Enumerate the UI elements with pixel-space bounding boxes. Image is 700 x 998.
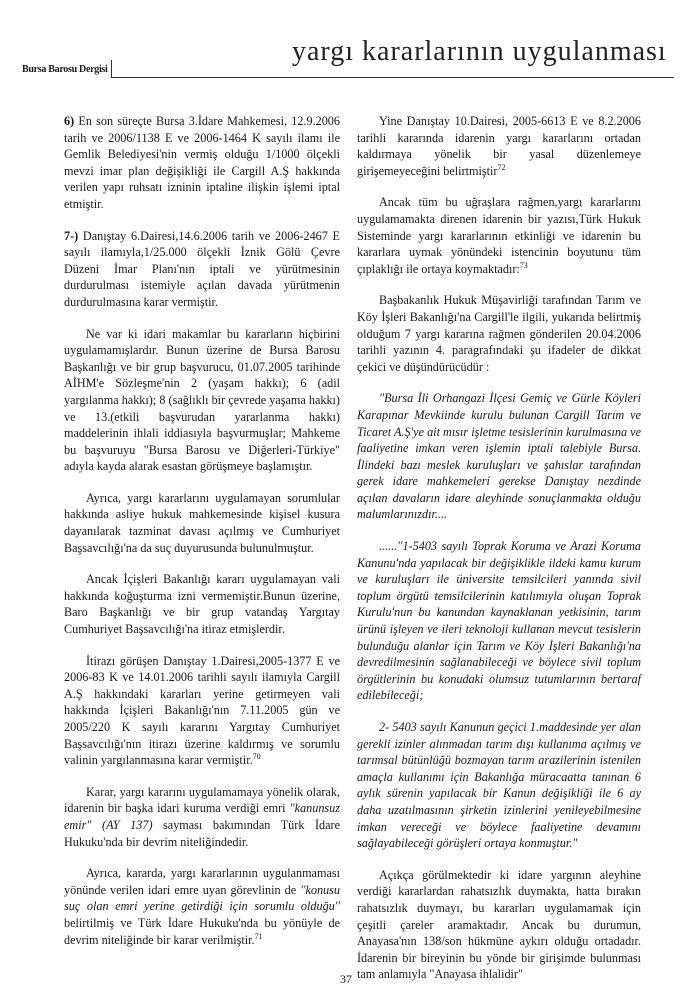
italic-quote: "kanunsuz emir" (AY 137): [64, 801, 340, 832]
paragraph: [64, 653, 340, 769]
paragraph-text: Danıştay 6.Dairesi,14.6.2006 tarih ve 2006-2467 E sayılı ilamıyla,1/25.000 ölçekli İznik Gölü Çevre Düzeni İmar Planı'nın iptali ve yürütmesinin durdurulması istemiyle açılan davada yürütmenin durdurulmasına karar vermiştir.: [64, 228, 340, 309]
paragraph-text: En son süreçte Bursa 3.İdare Mahkemesi, 12.9.2006 tarih ve 2006/1138 E ve 2006-1464 K sayılı ilamı ile Gemlik Belediyesi'nin vermiş olduğu 1/1000 ölçekli mevzi imar plan değişikliği ile Cargill A.Ş hakkında verilen yapı ruhsatı izninin iptaline ilişkin işlemi iptal etmiştir.: [64, 114, 340, 211]
paragraph: Başbakanlık Hukuk Müşavirliği tarafından Tarım ve Köy İşleri Bakanlığı'na Cargill'le ilgili, yukarıda belirtmiş olduğum 7 yargı kararına rağmen gönderilen 20.04.2006 tarihli yazının 4. paragrafındaki şu ifadeler de dikkat çekici ve düşündürücüdür :: [357, 293, 641, 374]
journal-name: Bursa Barosu Dergisi: [22, 64, 108, 75]
header-vertical-rule: [111, 60, 112, 78]
paragraph-text: İtirazı görüşen Danıştay 1.Dairesi,2005-1377 E ve 2006-83 K ve 14.01.2006 tarihli sayılı ilamıyla Cargill A.Ş hakkındaki kararları yerine getirmeyen vali hakkında İçişleri Bakanlığı'nın 7.11.2005 gün ve 2005/220 K sayılı kararını Yargıtay Cumhuriyet Başsavcılığı'nın itirazı üzerine kaldırmış ve sorumlu valinin yargılanmasına karar vermiştir.: [64, 653, 340, 768]
page-header: [0, 0, 700, 90]
paragraph-7: [64, 228, 340, 311]
paragraph: Ayrıca, yargı kararlarını uygulamayan sorumlular hakkında asliye hukuk mahkemesinde kişisel kusura dayanılarak tazminat davası açılmış ve Cumhuriyet Başsavcılığı'na da suç duyurusunda bulunulmuştur.: [64, 490, 340, 555]
footnote-ref[interactable]: 72: [497, 162, 506, 172]
right-column: [357, 113, 641, 998]
paragraph-6: [64, 113, 340, 213]
left-column: [64, 113, 340, 963]
item-number: 7-): [64, 228, 79, 243]
paragraph-text: belirtilmiş ve Türk İdare Hukuku'nda bu yönüyle de devrim niteliğinde bir karar verilmiştir.: [64, 915, 340, 947]
section-title: yargı kararlarının uygulanması: [292, 36, 667, 67]
footnote-ref[interactable]: 73: [519, 260, 528, 270]
paragraph-text: Karar, yargı kararını uygulamamaya yönelik olarak, idarenin bir başka idari kuruma verdiği emri: [64, 784, 340, 816]
paragraph: Ne var ki idari makamlar bu kararların hiçbirini uygulamamışlardır. Bunun üzerine de Bursa Barosu Başkanlığı ve bir grup başvurucu, 01.07.2005 tarihinde AİHM'e Sözleşme'nin 2 (yaşam hakkı); 6 (adil yargılanma hakkı); 8 (sağlıklı bir çevrede yaşama hakkı) ve 13.(etkili başvurudan yararlanma hakkı) maddelerinin ihlali iddiasıyla başvurmuşlar; Mahkeme bu başvuruyu "Bursa Barosu ve Diğerleri-Türkiye" adıyla kayda alarak esastan görüşmeye başlamıştır.: [64, 326, 340, 474]
paragraph-text: Yine Danıştay 10.Dairesi, 2005-6613 E ve 8.2.2006 tarihli kararında idarenin yargı kararlarını ortadan kaldırmaya yönelik bir yasal düzenlemeye girişemeyeceğini belirtmiştir: [357, 114, 641, 178]
page-number: 37: [340, 972, 352, 986]
paragraph-text: sayması bakımından Türk İdare Hukuku'nda bir devrim niteliğindedir.: [64, 817, 340, 849]
paragraph: [357, 194, 641, 277]
paragraph: [357, 113, 641, 179]
footnote-ref[interactable]: 71: [254, 931, 263, 941]
paragraph: Açıkça görülmektedir ki idare yargının aleyhine verdiği kararlardan rahatsızlık duymakta, hatta bırakın rahatsızlık duymayı, bu kararları uygulamamak için çeşitli çareler aramaktadır. Ancak bu durumun, Anayasa'nın 138/son hükmüne aykırı olduğu ortadadır. İdarenin bir bireyinin bu yönde bir girişimde bulunması tam anlamıyla "Anayasa ihlalidir": [357, 867, 641, 982]
header-horizontal-rule: [111, 77, 674, 78]
paragraph: Ancak İçişleri Bakanlığı kararı uygulamayan vali hakkında koğuşturma izni vermemiştir.Bunun üzerine, Baro Başkanlığı ve bir grup vatandaş Yargıtay Cumhuriyet Başsavcılığı'na itiraz etmişlerdir.: [64, 572, 340, 637]
block-quote: 2- 5403 sayılı Kanunun geçici 1.maddesinde yer alan gerekli izinler alınmadan tarım dışı kullanıma açılmış ve tarımsal bütünlüğü bozmayan tarım arazilerinin istenilen amaçla kullanımı için Bakanlığa müracaatta tanınan 6 aylık sürenin yapılacak bir Kanun değişikliği ile 6 ay daha uzatılmasının şirketin izinlerini yenileyebilmesine imkan vereceği ve böylece faaliyetine devamını sağlayabileceği görüşleri ortaya konmuştur.": [357, 720, 641, 851]
footnote-ref[interactable]: 70: [252, 752, 261, 762]
paragraph: [64, 784, 340, 850]
item-number: 6): [64, 114, 75, 128]
block-quote: ......''1-5403 sayılı Toprak Koruma ve Arazi Koruma Kanunu'nda yapılacak bir değişiklikle ildeki kamu kurum ve kuruluşları ile üniversite temsilcileri yanında sivil toplum örgütü temsilcilerinin katılımıyla oluşan Toprak Kurulu'nun bu kanundan kaynaklanan yetkisinin, tarım ürünü işleyen ve ileri teknoloji kullanan mevcut tesislerin bulunduğu alanlar için Tarım ve Köy İşleri Bakanlığı'na devredilmesinin sağlanabileceği ve böylece sivil toplum örgütlerinin bu konudaki olumsuz tutumlarının bertaraf edilebileceği;: [357, 539, 641, 703]
paragraph: [64, 865, 340, 948]
italic-quote: ''konusu suç olan emri yerine getirdiği için sorumlu olduğu'': [64, 882, 340, 914]
paragraph-text: Ancak tüm bu uğraşlara rağmen,yargı kararlarını uygulamamakta direnen idarenin bir yazısı,Türk Hukuk Sisteminde yargı kararlarının etkinliği ve idarenin bu kararlara uymak yönündeki istencinin boyutunu tüm çıplaklığı ile ortaya koymaktadır:: [357, 195, 641, 276]
paragraph-text: Ayrıca, kararda, yargı kararlarının uygulanmaması yönünde verilen idari emre uyan görevlinin de: [64, 866, 340, 897]
block-quote: "Bursa İli Orhangazi İlçesi Gemiç ve Gürle Köyleri Karapınar Mevkiinde kurulu bulunan Cargill Tarım ve Ticaret A.Ş'ye ait mısır işletme tesislerinin kurulmasına ve faaliyetine imkan veren işlemin iptali talebiyle Bursa. İlindeki bazı meslek kuruluşları ve şahıslar tarafından gerek idare mahkemeleri gerekse Danıştay nezdinde açılan davaların idare aleyhinde sonuçlanmakta olduğu malumlarınızdır....: [357, 391, 641, 522]
